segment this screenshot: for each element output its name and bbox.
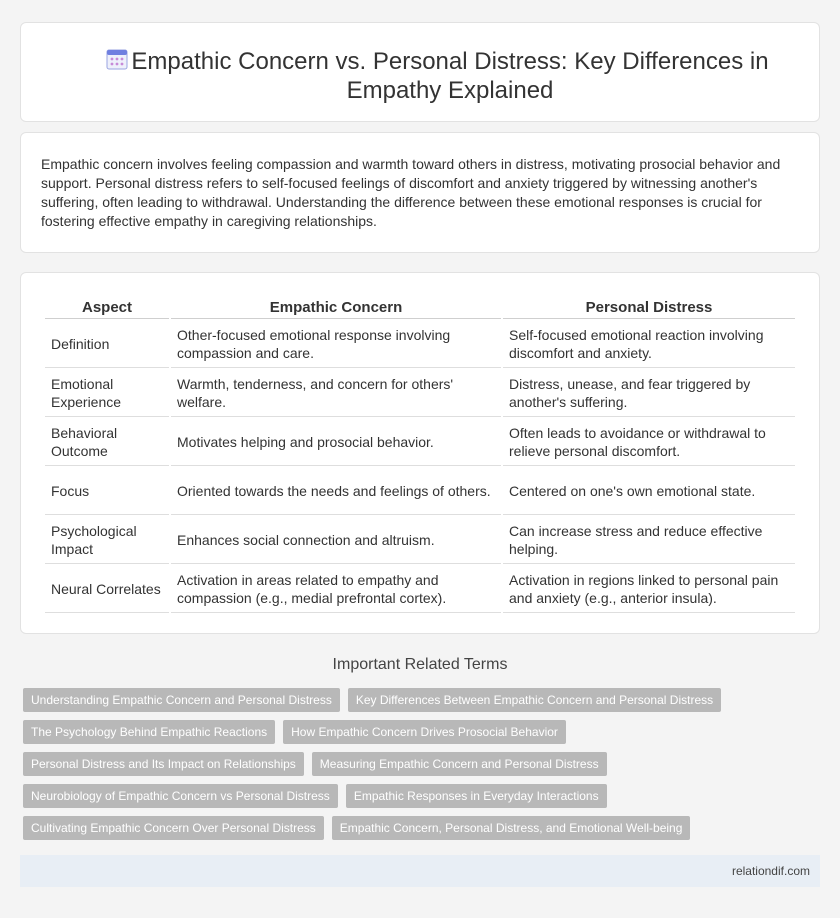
row-aspect: Behavioral Outcome (45, 417, 169, 466)
row-aspect: Emotional Experience (45, 368, 169, 417)
tag-row (23, 816, 813, 840)
header-aspect: Aspect (45, 297, 169, 319)
comparison-table-card (20, 272, 820, 634)
table-row (45, 515, 795, 564)
related-term-link[interactable]: Empathic Concern, Personal Distress, and Emotional Well-being (332, 816, 691, 840)
tag-row (23, 784, 813, 808)
tag-row (23, 752, 813, 776)
related-term-link[interactable]: Measuring Empathic Concern and Personal Distress (312, 752, 607, 776)
table-row (45, 319, 795, 368)
row-empathic-concern: Enhances social connection and altruism. (171, 515, 501, 564)
intro-text: Empathic concern involves feeling compassion and warmth toward others in distress, motivating prosocial behavior and support. Personal distress refers to self-focused feelings of discomfort and anxiety triggered by witnessing another's suffering, often leading to withdrawal. Understanding the difference between these emotional responses is crucial for fostering effective empathy in caregiving relationships. (41, 156, 781, 229)
table-header-row (45, 297, 795, 319)
related-terms-list (23, 688, 813, 848)
row-personal-distress: Centered on one's own emotional state. (503, 466, 795, 515)
row-empathic-concern: Motivates helping and prosocial behavior. (171, 417, 501, 466)
page-title: Empathic Concern vs. Personal Distress: Key Differences in Empathy Explained (131, 48, 769, 104)
comparison-table (43, 297, 797, 613)
related-term-link[interactable]: Personal Distress and Its Impact on Relationships (23, 752, 304, 776)
related-term-link[interactable]: Key Differences Between Empathic Concern and Personal Distress (348, 688, 721, 712)
row-personal-distress: Distress, unease, and fear triggered by another's suffering. (503, 368, 795, 417)
header-card (20, 22, 820, 122)
site-name[interactable]: relationdif.com (731, 864, 810, 878)
row-personal-distress: Can increase stress and reduce effective helping. (503, 515, 795, 564)
row-aspect: Definition (45, 319, 169, 368)
related-term-link[interactable]: How Empathic Concern Drives Prosocial Behavior (283, 720, 566, 744)
table-row (45, 564, 795, 613)
tag-row (23, 688, 813, 712)
row-aspect: Neural Correlates (45, 564, 169, 613)
row-aspect: Psychological Impact (45, 515, 169, 564)
related-terms-title: Important Related Terms (332, 656, 508, 673)
tag-row (23, 720, 813, 744)
row-empathic-concern: Warmth, tenderness, and concern for others' welfare. (171, 368, 501, 417)
row-personal-distress: Often leads to avoidance or withdrawal to relieve personal discomfort. (503, 417, 795, 466)
related-term-link[interactable]: Cultivating Empathic Concern Over Personal Distress (23, 816, 324, 840)
intro-card (20, 132, 820, 253)
related-term-link[interactable]: The Psychology Behind Empathic Reactions (23, 720, 275, 744)
row-empathic-concern: Activation in areas related to empathy and compassion (e.g., medial prefrontal cortex). (171, 564, 501, 613)
row-empathic-concern: Oriented towards the needs and feelings of others. (171, 466, 501, 515)
footer (20, 855, 820, 887)
row-personal-distress: Self-focused emotional reaction involving discomfort and anxiety. (503, 319, 795, 368)
table-row (45, 368, 795, 417)
table-row (45, 417, 795, 466)
row-aspect: Focus (45, 466, 169, 515)
related-term-link[interactable]: Neurobiology of Empathic Concern vs Personal Distress (23, 784, 338, 808)
row-empathic-concern: Other-focused emotional response involving compassion and care. (171, 319, 501, 368)
header-personal-distress: Personal Distress (503, 297, 795, 319)
related-term-link[interactable]: Understanding Empathic Concern and Personal Distress (23, 688, 340, 712)
related-term-link[interactable]: Empathic Responses in Everyday Interactions (346, 784, 607, 808)
header-empathic-concern: Empathic Concern (171, 297, 501, 319)
row-personal-distress: Activation in regions linked to personal pain and anxiety (e.g., anterior insula). (503, 564, 795, 613)
table-row (45, 466, 795, 515)
